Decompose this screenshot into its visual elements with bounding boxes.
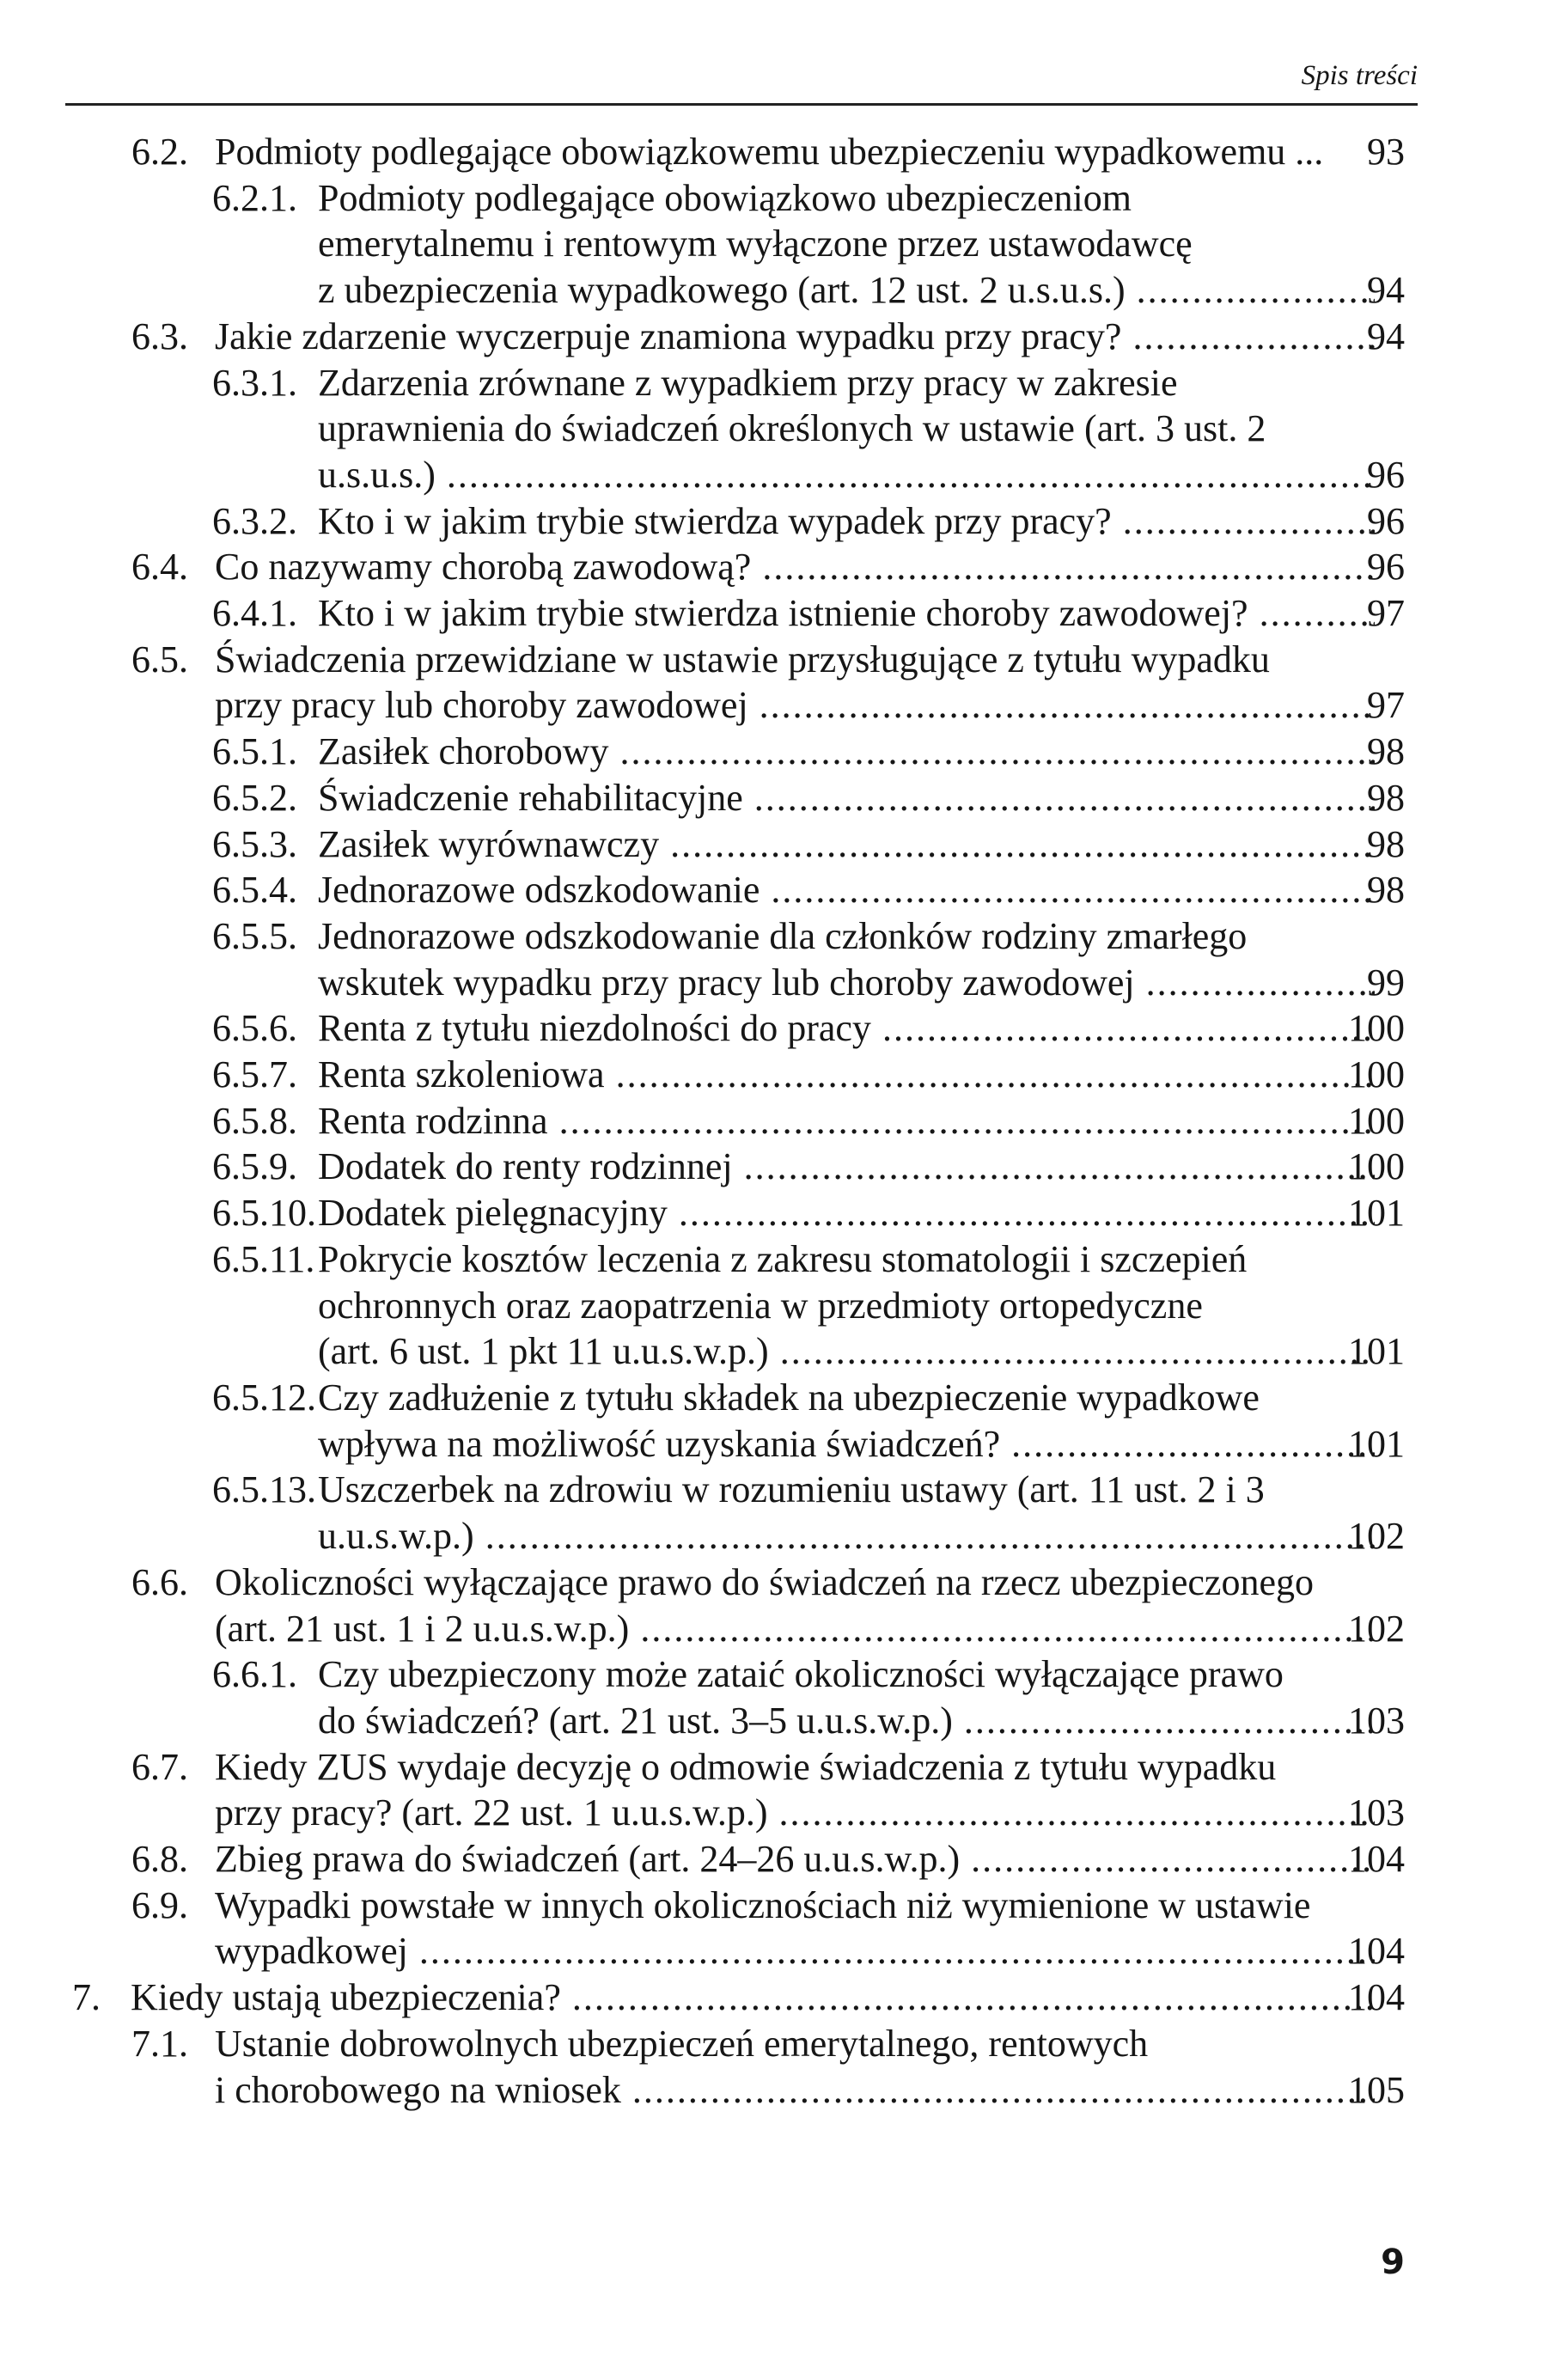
toc-entry-number: 6.6.	[131, 1560, 188, 1603]
toc-entry-page: 104	[1348, 1838, 1405, 1881]
toc-entry[interactable]	[0, 129, 1568, 175]
toc-entry-page: 96	[1367, 453, 1405, 496]
toc-entry-line: uprawnienia do świadczeń określonych w ustawie (art. 3 ust. 2	[318, 407, 1266, 450]
toc-entry[interactable]	[0, 1467, 1568, 1559]
running-title: Spis treści	[1301, 60, 1418, 91]
toc-entry-line: (art. 6 ust. 1 pkt 11 u.u.s.w.p.) .....	[318, 1328, 1375, 1375]
toc-entry-line: Pokrycie kosztów leczenia z zakresu stomatologii i szczepień	[318, 1237, 1248, 1280]
toc-entry-line: Okoliczności wyłączające prawo do świadczeń na rzecz ubezpieczonego	[215, 1560, 1314, 1603]
toc-entry-page: 100	[1348, 1145, 1405, 1188]
toc-entry-page: 98	[1367, 730, 1405, 773]
toc-entry-line: Kiedy ZUS wydaje decyzję o odmowie świadczenia z tytułu wypadku	[215, 1745, 1277, 1788]
toc-entry-line: Czy zadłużenie z tytułu składek na ubezpieczenie wypadkowe	[318, 1376, 1260, 1419]
toc-entry-page: 98	[1367, 822, 1405, 865]
toc-entry-line: Kto i w jakim trybie stwierdza istnienie choroby zawodowej? .....	[318, 590, 1375, 637]
toc-entry[interactable]	[0, 1651, 1568, 1743]
toc-entry-number: 6.3.	[131, 314, 188, 357]
toc-entry-line: Podmioty podlegające obowiązkowo ubezpieczeniom	[318, 176, 1132, 219]
toc-entry-number: 6.6.1.	[212, 1653, 297, 1696]
toc-entry-number: 6.9.	[131, 1883, 188, 1926]
toc-entry[interactable]	[0, 2021, 1568, 2113]
toc-entry-line: (art. 21 ust. 1 i 2 u.u.s.w.p.) .....	[215, 1606, 1375, 1652]
toc-entry-number: 6.4.	[131, 546, 188, 589]
toc-entry[interactable]	[0, 637, 1568, 729]
toc-entry-page: 101	[1348, 1330, 1405, 1373]
toc-entry-number: 6.3.1.	[212, 361, 297, 404]
toc-entry-page: 94	[1367, 314, 1405, 357]
toc-entry[interactable]	[0, 1375, 1568, 1467]
toc-entry[interactable]	[0, 1098, 1568, 1144]
toc-entry-number: 6.5.11.	[212, 1237, 315, 1280]
toc-entry-page: 102	[1348, 1607, 1405, 1650]
toc-entry[interactable]	[0, 775, 1568, 821]
toc-entry-line: Zbieg prawa do świadczeń (art. 24–26 u.u.s.w.p.) .....	[215, 1836, 1375, 1883]
toc-entry-page: 96	[1367, 499, 1405, 542]
toc-entry-number: 6.5.12.	[212, 1376, 316, 1419]
toc-entry-line: przy pracy? (art. 22 ust. 1 u.u.s.w.p.) .....	[215, 1790, 1375, 1836]
toc-entry[interactable]	[0, 729, 1568, 775]
toc-entry-page: 105	[1348, 2068, 1405, 2111]
toc-entry-line: Świadczenie rehabilitacyjne .....	[318, 775, 1375, 821]
toc-entry-line: Dodatek pielęgnacyjny .....	[318, 1190, 1375, 1236]
toc-entry-line: do świadczeń? (art. 21 ust. 3–5 u.u.s.w.p.) .....	[318, 1698, 1375, 1744]
toc-entry-line: Jednorazowe odszkodowanie dla członków rodziny zmarłego	[318, 914, 1248, 957]
toc-entry-number: 6.5.10.	[212, 1192, 316, 1235]
toc-entry-page: 101	[1348, 1422, 1405, 1465]
toc-entry-line: Zasiłek chorobowy .....	[318, 729, 1375, 775]
toc-entry-number: 6.5.9.	[212, 1145, 297, 1188]
toc-entry[interactable]	[0, 1144, 1568, 1190]
toc-entry-line: Dodatek do renty rodzinnej .....	[318, 1144, 1375, 1190]
toc-entry-page: 97	[1367, 592, 1405, 635]
table-of-contents	[0, 129, 1568, 2113]
toc-entry-line: Renta rodzinna .....	[318, 1098, 1375, 1144]
toc-entry-line: i chorobowego na wniosek .....	[215, 2067, 1375, 2114]
toc-entry-page: 98	[1367, 869, 1405, 912]
toc-entry-page: 98	[1367, 776, 1405, 819]
toc-entry-number: 6.5.4.	[212, 869, 297, 912]
toc-entry[interactable]	[0, 175, 1568, 314]
toc-entry-page: 99	[1367, 961, 1405, 1004]
toc-entry[interactable]	[0, 498, 1568, 545]
toc-entry[interactable]	[0, 1883, 1568, 1974]
toc-entry-page: 104	[1348, 1976, 1405, 2019]
toc-entry[interactable]	[0, 1236, 1568, 1375]
toc-entry-page: 100	[1348, 1053, 1405, 1096]
toc-entry-page: 97	[1367, 684, 1405, 727]
toc-entry[interactable]	[0, 867, 1568, 913]
toc-entry-number: 6.4.1.	[212, 592, 297, 635]
toc-entry-page: 102	[1348, 1515, 1405, 1558]
toc-entry-page: 94	[1367, 269, 1405, 312]
toc-entry-number: 6.5.5.	[212, 914, 297, 957]
toc-entry-line: Podmioty podlegające obowiązkowemu ubezpieczeniu wypadkowemu ...	[215, 131, 1324, 173]
toc-entry-line: Renta z tytułu niezdolności do pracy .....	[318, 1005, 1375, 1052]
toc-entry-line: emerytalnemu i rentowym wyłączone przez ustawodawcę	[318, 223, 1193, 265]
toc-entry-line: Zasiłek wyrównawczy .....	[318, 821, 1375, 868]
toc-entry-number: 6.2.	[131, 131, 188, 173]
toc-entry-line: wpływa na możliwość uzyskania świadczeń? .....	[318, 1421, 1375, 1468]
toc-entry-line: Renta szkoleniowa .....	[318, 1052, 1375, 1098]
toc-entry-number: 6.5.13.	[212, 1468, 316, 1511]
toc-entry-line: z ubezpieczenia wypadkowego (art. 12 ust. 2 u.s.u.s.) .....	[318, 267, 1375, 314]
toc-entry-number: 7.1.	[131, 2022, 188, 2065]
toc-entry[interactable]	[0, 544, 1568, 590]
toc-entry[interactable]	[0, 1744, 1568, 1836]
toc-entry-line: Zdarzenia zrównane z wypadkiem przy pracy w zakresie	[318, 361, 1178, 404]
toc-entry[interactable]	[0, 1974, 1568, 2021]
toc-entry[interactable]	[0, 1005, 1568, 1052]
toc-entry-page: 100	[1348, 1007, 1405, 1050]
page-number: 9	[1381, 2243, 1405, 2282]
toc-entry-line: u.u.s.w.p.) .....	[318, 1513, 1375, 1559]
toc-entry-number: 6.5.7.	[212, 1053, 297, 1096]
toc-entry[interactable]	[0, 913, 1568, 1005]
toc-entry-line: Jednorazowe odszkodowanie .....	[318, 867, 1375, 913]
toc-entry-line: Czy ubezpieczony może zataić okoliczności wyłączające prawo	[318, 1653, 1284, 1696]
toc-entry-number: 6.3.2.	[212, 499, 297, 542]
toc-entry-number: 6.5.3.	[212, 822, 297, 865]
toc-entry-page: 103	[1348, 1791, 1405, 1834]
toc-entry-line: Kiedy ustają ubezpieczenia? .....	[131, 1974, 1375, 2021]
toc-entry-line: ochronnych oraz zaopatrzenia w przedmioty ortopedyczne	[318, 1284, 1203, 1327]
toc-entry-line: Co nazywamy chorobą zawodową? .....	[215, 544, 1375, 590]
toc-entry-page: 100	[1348, 1099, 1405, 1142]
toc-entry-line: Uszczerbek na zdrowiu w rozumieniu ustawy (art. 11 ust. 2 i 3	[318, 1468, 1265, 1511]
toc-entry-line: wskutek wypadku przy pracy lub choroby zawodowej .....	[318, 960, 1375, 1006]
toc-entry-line: Kto i w jakim trybie stwierdza wypadek przy pracy? .....	[318, 498, 1375, 545]
toc-entry[interactable]	[0, 1052, 1568, 1098]
toc-entry[interactable]	[0, 314, 1568, 360]
toc-entry-line: Świadczenia przewidziane w ustawie przysługujące z tytułu wypadku	[215, 638, 1270, 680]
toc-entry-page: 93	[1367, 131, 1405, 173]
toc-entry[interactable]	[0, 1190, 1568, 1236]
toc-entry-page: 103	[1348, 1699, 1405, 1742]
toc-entry-line: przy pracy lub choroby zawodowej .....	[215, 682, 1375, 729]
toc-entry-line: Ustanie dobrowolnych ubezpieczeń emerytalnego, rentowych	[215, 2022, 1149, 2065]
toc-entry-line: wypadkowej .....	[215, 1928, 1375, 1974]
toc-entry-page: 96	[1367, 546, 1405, 589]
toc-entry-line: Wypadki powstałe w innych okolicznościach niż wymienione w ustawie	[215, 1883, 1311, 1926]
toc-entry-number: 6.5.1.	[212, 730, 297, 773]
toc-entry-page: 101	[1348, 1192, 1405, 1235]
toc-entry-line: Jakie zdarzenie wyczerpuje znamiona wypadku przy pracy? .....	[215, 314, 1375, 360]
toc-entry[interactable]	[0, 1559, 1568, 1651]
toc-entry-number: 7.	[72, 1976, 101, 2019]
toc-entry[interactable]	[0, 360, 1568, 498]
toc-entry-number: 6.5.6.	[212, 1007, 297, 1050]
toc-entry-number: 6.5.8.	[212, 1099, 297, 1142]
toc-entry-number: 6.5.2.	[212, 776, 297, 819]
toc-entry-page: 104	[1348, 1930, 1405, 1973]
toc-entry-number: 6.2.1.	[212, 176, 297, 219]
page-header	[65, 58, 1418, 106]
toc-entry-number: 6.7.	[131, 1745, 188, 1788]
toc-entry-number: 6.8.	[131, 1838, 188, 1881]
toc-entry-number: 6.5.	[131, 638, 188, 680]
toc-entry-line: u.s.u.s.) .....	[318, 452, 1375, 498]
toc-entry[interactable]	[0, 590, 1568, 637]
toc-entry[interactable]	[0, 1836, 1568, 1883]
toc-entry[interactable]	[0, 821, 1568, 868]
